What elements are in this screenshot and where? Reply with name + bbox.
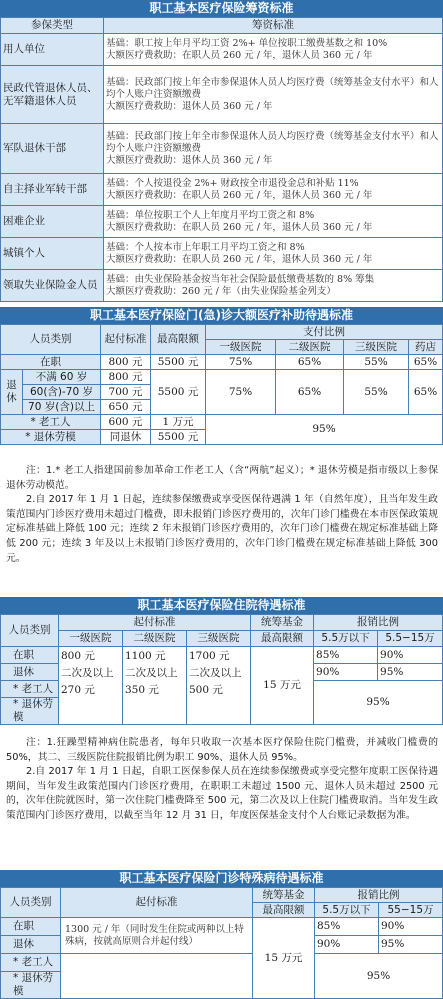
note-paragraph: 2.自 2017 年 1 月 1 日起，自职工医保参保人员在连续参保缴费或享受完整年度职工医保待遇期间，当年发生政策范围内门诊医疗费用，在职职工未超过 1500 元、退休人员未超过 2500 元的，次年住院就医时，第一次住院门槛费降至 500 元，第二次及以上住院门槛费取消。当年发生政策范围内门诊医疗费用，以截至当年 12 月 31 日，年度医保基金支付个人台账记录数据为准。: [6, 766, 438, 821]
row-label: 70 岁(含)以上: [23, 400, 101, 415]
table-cell: 85%: [315, 918, 379, 936]
row-label: 在职: [1, 918, 61, 936]
column-header: 二级医院: [276, 340, 344, 355]
table-row: [1, 238, 443, 270]
table-row: [1, 647, 443, 664]
column-header: 起付标准: [61, 888, 253, 918]
table-title: 职工基本医疗保险门诊特殊病待遇标准: [0, 870, 443, 887]
inpatient-standard-table: [0, 614, 443, 725]
row-label: 退休: [1, 936, 61, 954]
table-cell: 基础：由失业保险基金按当年社会保险最低缴费基数的 8% 筹集 大额医疗费救助：260 元 / 年（由失业保险基金列支）: [104, 270, 443, 302]
column-header: 统筹基金: [253, 888, 315, 903]
table-cell: 基础：民政部门按上年全市参保退休人员人均医疗费（统筹基金支付水平）和人均个人账户注资额缴费 大额医疗费救助：退休人员 360 元 / 年: [104, 66, 443, 124]
table-cell: 5500 元: [151, 355, 206, 370]
table-cell: 90%: [314, 664, 378, 681]
column-header: 筹资标准: [104, 18, 443, 34]
row-label: * 老工人: [1, 681, 59, 698]
table-cell: 95%: [206, 415, 443, 445]
table-cell: 基础：职工按上年月平均工资 2%+ 单位按职工缴费基数之和 10% 大额医疗费救助：在职人员 260 元 / 年，退休人员 360 元 / 年: [104, 34, 443, 66]
note-paragraph: 注：1.* 老工人指建国前参加革命工作老工人（含“两航”起义）；* 退休劳模是指市级以上参保退休劳动模范。: [6, 465, 438, 491]
table-cell: 基础：个人按退役金 2%+ 财政按全市退役金总和补贴 11% 大额医疗费救助：在职人员 260 元 / 年，退休人员 360 元 / 年: [104, 174, 443, 206]
table-row: [1, 124, 443, 174]
outpatient-standard-table: [0, 324, 443, 445]
row-label: * 老工人: [1, 954, 61, 972]
table-row: [1, 174, 443, 206]
row-label: 不满 60 岁: [23, 370, 101, 385]
column-header: 药店: [409, 340, 443, 355]
column-header: 三级医院: [344, 340, 409, 355]
table-cell: 95%: [314, 681, 443, 725]
column-header: 最高限额: [151, 325, 206, 355]
table-row: [1, 415, 443, 430]
table-row: [1, 355, 443, 370]
outpatient-standard-section: [0, 307, 443, 445]
inpatient-standard-section: [0, 597, 443, 725]
column-header: 人员类别: [1, 615, 59, 647]
table-cell: 55%: [344, 370, 409, 415]
table-cell: 90%: [379, 918, 443, 936]
column-header: 参保类型: [1, 18, 104, 34]
special-disease-section: [0, 870, 443, 999]
table-row: [1, 34, 443, 66]
column-header: 起付标准: [101, 325, 151, 355]
outpatient-notes: [6, 464, 438, 566]
inpatient-notes: [6, 736, 438, 824]
table-cell: [61, 954, 253, 999]
column-header: 最高限额: [253, 903, 315, 918]
table-cell: 650 元: [101, 400, 151, 415]
table-title: 职工基本医疗保险筹资标准: [0, 0, 443, 17]
note-paragraph: 注：1.狂躁型精神病住院患者，每年只收取一次基本医疗保险住院门槛费，并减收门槛费的 50%，其二、三级医院住院报销比例为职工 90%、退休人员 95%。: [6, 737, 438, 763]
table-cell: 1300 元 / 年（同时发生住院或两种以上特殊病，按就高原则合并起付线）: [61, 918, 253, 954]
table-cell: 基础：单位按职工个人上年度月平均工资之和 8% 大额医疗费救助：在职人员 260 元 / 年，退休人员 360 元 / 年: [104, 206, 443, 238]
table-cell: 85%: [314, 647, 378, 664]
table-cell: 5500 元: [151, 370, 206, 415]
table-cell: 95%: [315, 954, 443, 999]
column-header: 5.5−15万: [378, 631, 443, 647]
table-cell: 15 万元: [253, 918, 315, 999]
table-cell: 700 元: [101, 385, 151, 400]
row-label: 退休: [1, 664, 59, 681]
row-label: 在职: [1, 647, 59, 664]
table-cell: 基础：个人按本市上年职工月平均工资之和 8% 大额医疗费救助：在职人员 260 元 / 年，退休人员 360 元 / 年: [104, 238, 443, 270]
column-header: 统筹基金: [251, 615, 314, 631]
row-label: 困难企业: [1, 206, 104, 238]
table-title: 职工基本医疗保险门(急)诊大额医疗补助待遇标准: [0, 307, 443, 324]
table-cell: 95%: [379, 936, 443, 954]
table-cell: 1700 元 二次及以上 500 元: [187, 647, 251, 725]
column-header: 最高限额: [251, 631, 314, 647]
table-cell: 65%: [276, 370, 344, 415]
column-header: 起付标准: [59, 615, 251, 631]
table-cell: 600 元: [101, 415, 151, 430]
table-cell: 75%: [206, 370, 276, 415]
note-paragraph: 2.自 2017 年 1 月 1 日起，连续参保缴费或享受医保待遇满 1 年（自然年度），且当年发生政策范围内门诊医疗费用未超过门槛费，即未报销门诊医疗费用的，次年门诊门槛费在本市医保政策规定标准基础上降低 100 元；连续 2 年未报销门诊医疗费用的，次年门诊门槛费在规定标准基础上降低 200 元；连续 3 年及以上未报销门诊医疗费用的，次年门诊门槛费在规定标准基础上降低 300 元。: [6, 494, 438, 564]
column-header: 二级医院: [123, 631, 187, 647]
table-cell: 95%: [378, 664, 443, 681]
table-cell: 1100 元 二次及以上 350 元: [123, 647, 187, 725]
table-row: [1, 954, 443, 972]
row-label: 60(含)-70 岁: [23, 385, 101, 400]
column-header: 支付比例: [206, 325, 443, 340]
table-row: [1, 918, 443, 936]
row-label: * 退休劳模: [1, 430, 101, 445]
table-cell: 65%: [409, 370, 443, 415]
column-header: 55−15万: [379, 903, 443, 918]
funding-standard-section: [0, 0, 443, 302]
row-label: 军队退休干部: [1, 124, 104, 174]
table-cell: 同退休: [101, 430, 151, 445]
column-header: 人员类别: [1, 888, 61, 918]
table-cell: 基础：民政部门按上年全市参保退休人员人均医疗费（统筹基金支付水平）和人均个人账户注资额缴费 大额医疗费救助：退休人员 360 元 / 年: [104, 124, 443, 174]
column-header: 报销比例: [315, 888, 443, 903]
table-cell: 15 万元: [251, 647, 314, 725]
row-label: 领取失业保险金人员: [1, 270, 104, 302]
table-cell: 65%: [276, 355, 344, 370]
column-header: 一级医院: [206, 340, 276, 355]
column-header: 报销比例: [314, 615, 443, 631]
table-row: [1, 206, 443, 238]
special-disease-table: [0, 887, 443, 999]
table-cell: 800 元: [101, 355, 151, 370]
table-cell: 800 元: [101, 370, 151, 385]
row-label: 退 休: [1, 370, 23, 415]
column-header: 三级医院: [187, 631, 251, 647]
table-row: [1, 370, 443, 385]
column-header: 人员类别: [1, 325, 101, 355]
table-cell: 90%: [378, 647, 443, 664]
column-header: 一级医院: [59, 631, 123, 647]
row-label: 用人单位: [1, 34, 104, 66]
column-header: 5.5万以下: [315, 903, 379, 918]
table-cell: 5500 元: [151, 430, 206, 445]
column-header: 5.5万以下: [314, 631, 378, 647]
table-title: 职工基本医疗保险住院待遇标准: [0, 597, 443, 614]
table-cell: 800 元 二次及以上 270 元: [59, 647, 123, 725]
row-label: * 退休劳模: [1, 698, 59, 725]
row-label: * 退休劳模: [1, 972, 61, 999]
table-row: [1, 270, 443, 302]
row-label: 自主择业军转干部: [1, 174, 104, 206]
table-row: [1, 66, 443, 124]
table-cell: 65%: [409, 355, 443, 370]
row-label: 在职: [1, 355, 101, 370]
table-cell: 55%: [344, 355, 409, 370]
table-cell: 90%: [315, 936, 379, 954]
row-label: 民政代管退休人员、无军籍退休人员: [1, 66, 104, 124]
table-cell: 75%: [206, 355, 276, 370]
table-cell: 1 万元: [151, 415, 206, 430]
row-label: * 老工人: [1, 415, 101, 430]
funding-standard-table: [0, 17, 443, 302]
row-label: 城镇个人: [1, 238, 104, 270]
